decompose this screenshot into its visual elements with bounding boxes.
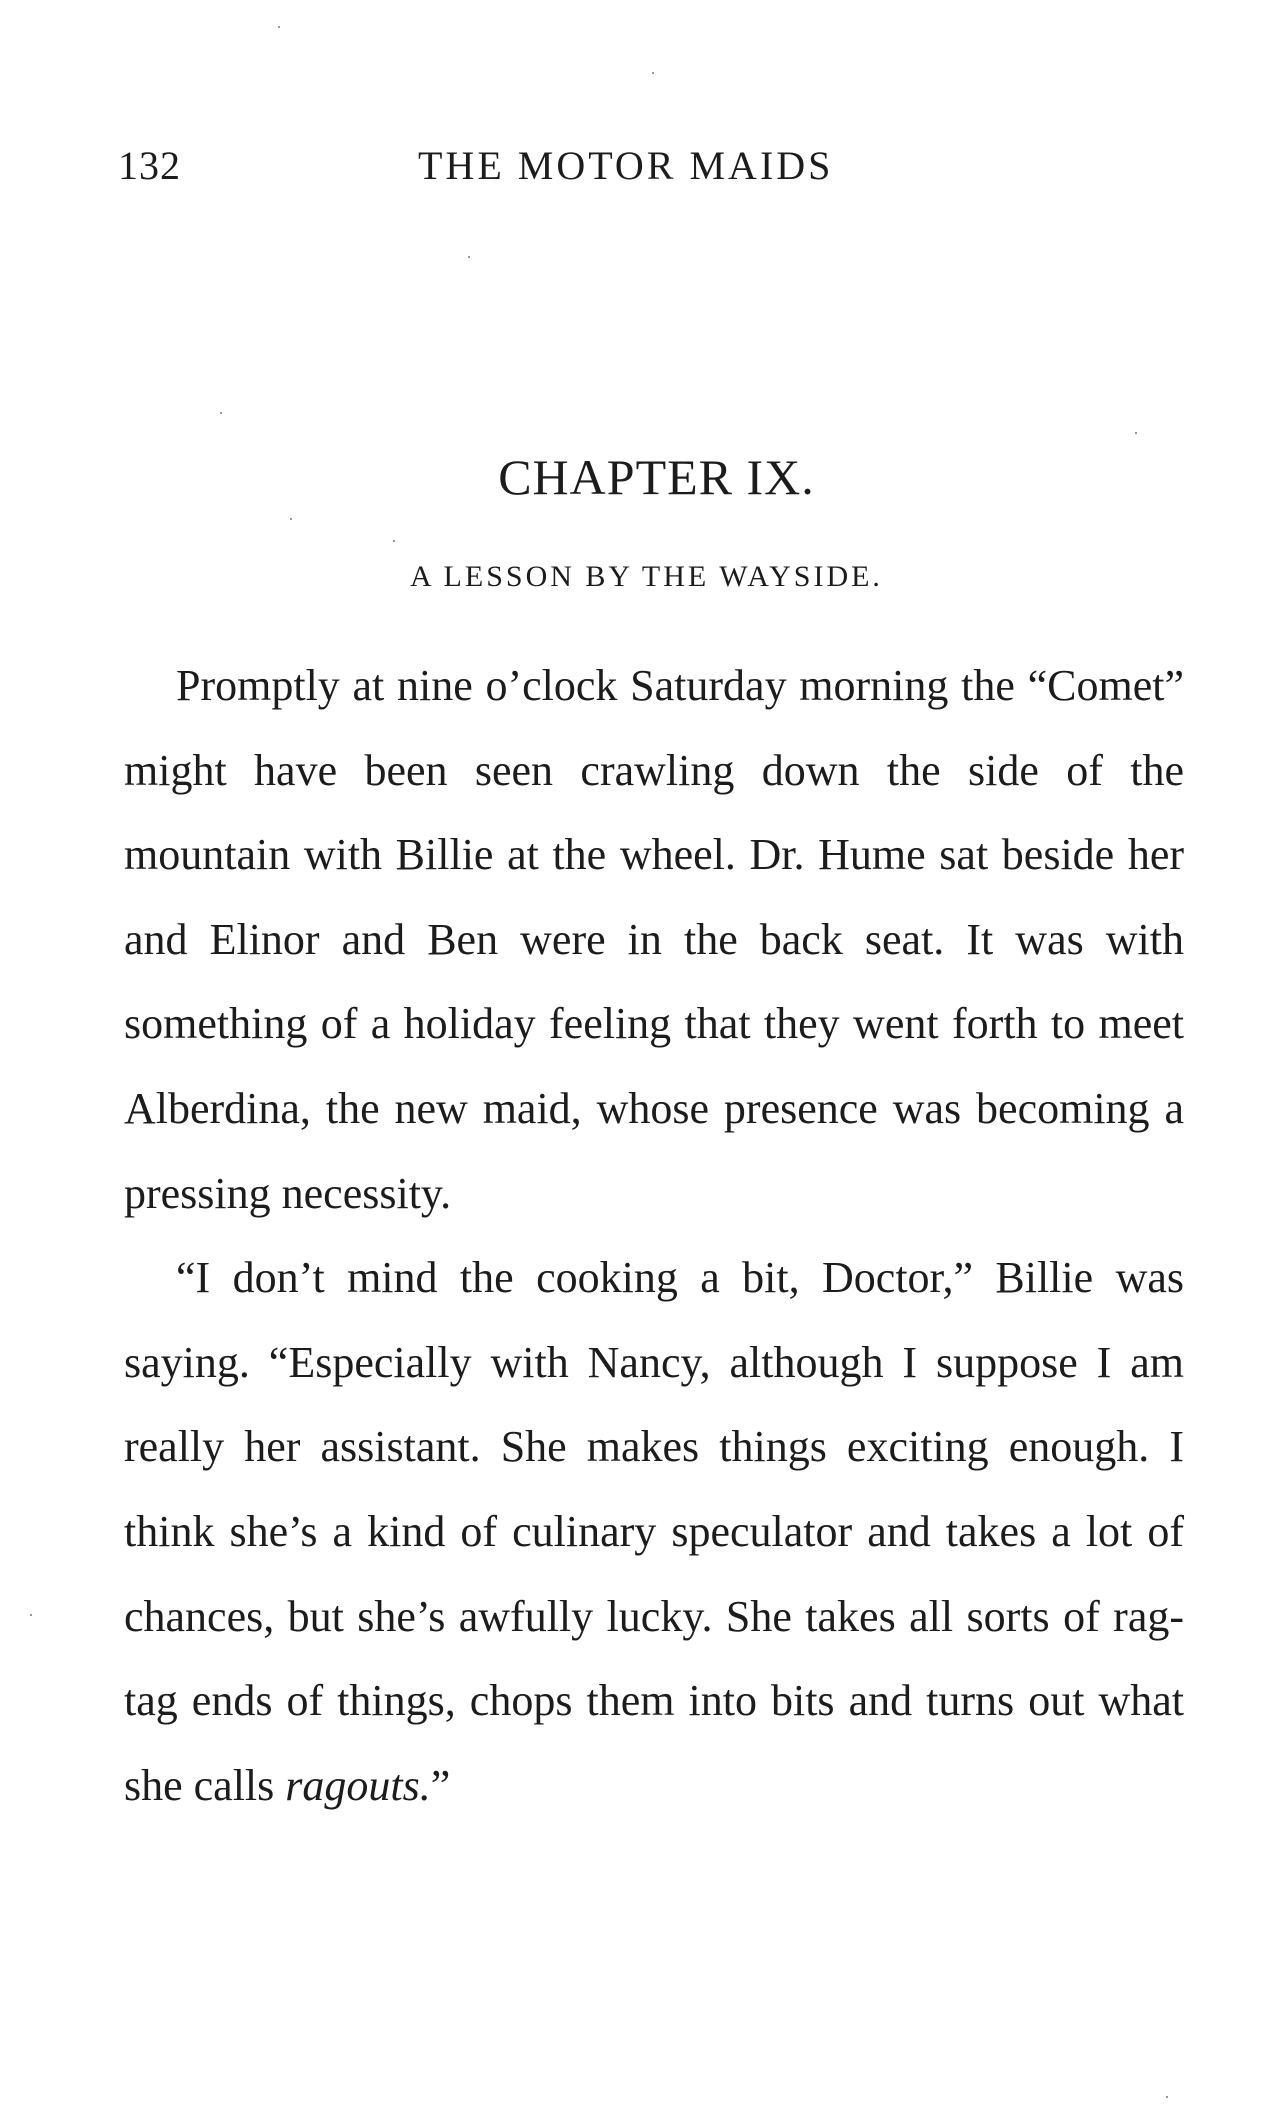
paper-speck [1135, 432, 1137, 434]
paper-speck [220, 412, 222, 414]
body-text [124, 644, 1184, 1828]
running-title: THE MOTOR MAIDS [418, 143, 834, 188]
paper-speck [1166, 2096, 1168, 2098]
paragraph-2-italic: ragouts. [285, 1760, 431, 1810]
paper-speck [30, 1614, 32, 1616]
chapter-title: CHAPTER IX. [498, 449, 815, 505]
chapter-subtitle: A LESSON BY THE WAYSIDE. [410, 560, 883, 593]
paper-speck [652, 72, 654, 74]
paper-speck [290, 518, 292, 520]
paragraph-1: Promptly at nine o’clock Saturday morning the “Comet” might have been seen crawling down the side of the mountain with Billie at the wheel. Dr. Hume sat beside her and Elinor and Ben were in the back seat. It was with something of a holiday feeling that they went forth to meet Alberdina, the new maid, whose presence was becoming a pressing necessity. [124, 661, 1184, 1218]
paragraph-2 [124, 1236, 1184, 1828]
paper-speck [393, 540, 395, 542]
paper-speck [278, 26, 280, 28]
paragraph-2-text: “I don’t mind the cooking a bit, Doctor,” Billie was saying. “Especially with Nancy, although I suppose I am really her assistant. She makes things exciting enough. I think she’s a kind of culinary speculator and takes a lot of chances, but she’s awfully lucky. She takes all sorts of rag-tag ends of things, chops them into bits and turns out what she calls [124, 1253, 1184, 1810]
paragraph-2-closing-quote: ” [430, 1760, 451, 1810]
page-number: 132 [118, 143, 181, 188]
running-head [118, 142, 878, 190]
paper-speck [468, 256, 470, 258]
